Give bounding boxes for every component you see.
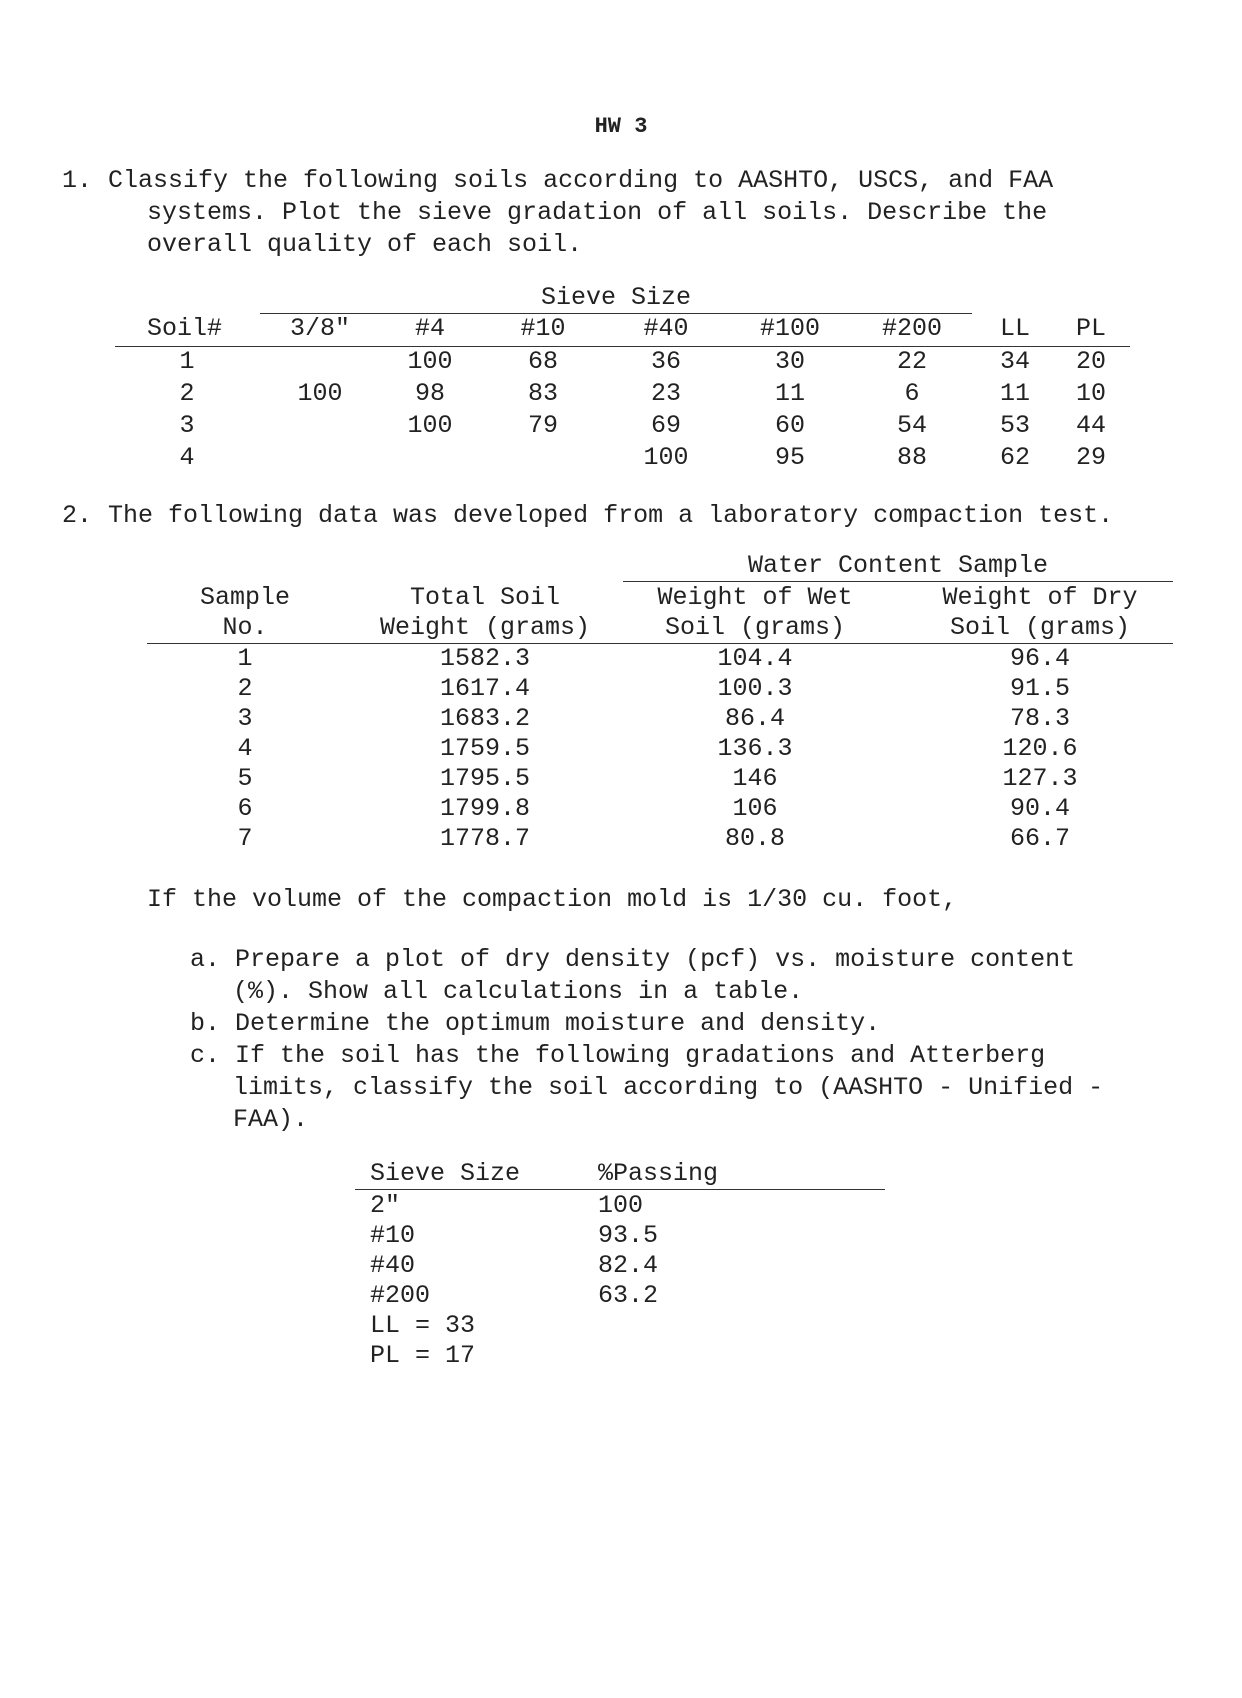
soil-4-100: 95	[774, 443, 805, 472]
sample-5-wet: 146	[732, 764, 778, 793]
liquid-limit: LL = 33	[370, 1311, 476, 1340]
gradation-row-1-passing: 100	[598, 1191, 644, 1220]
col-header-ll: LL	[999, 314, 1030, 343]
sample-5-dry: 127.3	[1002, 764, 1078, 793]
part-b-line-1: b. Determine the optimum moisture and density.	[190, 1009, 881, 1038]
sample-1-total: 1582.3	[439, 644, 530, 673]
sample-5-total: 1795.5	[439, 764, 530, 793]
soil-3-40: 69	[650, 411, 681, 440]
soil-1-200: 22	[896, 347, 927, 376]
sample-4-no: 4	[237, 734, 253, 763]
soil-3-4: 100	[407, 411, 453, 440]
col-header-wet-1: Weight of Wet	[657, 583, 853, 612]
sample-2-total: 1617.4	[439, 674, 530, 703]
col-header-40: #40	[643, 314, 689, 343]
soil-3-ll: 53	[999, 411, 1030, 440]
soil-2-40: 23	[650, 379, 681, 408]
soil-2-4: 98	[414, 379, 445, 408]
sample-4-wet: 136.3	[717, 734, 793, 763]
soil-3-100: 60	[774, 411, 805, 440]
sieve-size-group-header: Sieve Size	[540, 283, 692, 312]
plastic-limit: PL = 17	[370, 1341, 476, 1370]
soil-3-200: 54	[896, 411, 927, 440]
soil-3-10: 79	[527, 411, 558, 440]
gradation-row-2-passing: 93.5	[598, 1221, 659, 1250]
soil-2-3-8: 100	[297, 379, 343, 408]
sample-6-wet: 106	[732, 794, 778, 823]
col-header-200: #200	[881, 314, 942, 343]
soil-3-id: 3	[179, 411, 195, 440]
soil-3-pl: 44	[1075, 411, 1106, 440]
soil-2-100: 11	[774, 379, 805, 408]
sample-7-no: 7	[237, 824, 253, 853]
gradation-row-4-sieve: #200	[370, 1281, 431, 1310]
soil-1-id: 1	[179, 347, 195, 376]
col-header-pl: PL	[1075, 314, 1106, 343]
sample-6-dry: 90.4	[1009, 794, 1070, 823]
sample-3-no: 3	[237, 704, 253, 733]
soil-2-200: 6	[904, 379, 920, 408]
part-a-line-1: a. Prepare a plot of dry density (pcf) vs. moisture content	[190, 945, 1076, 974]
part-c-line-3: FAA).	[233, 1105, 309, 1134]
q2-intro: The following data was developed from a laboratory compaction test.	[108, 501, 1114, 530]
soil-1-100: 30	[774, 347, 805, 376]
col-header-10: #10	[520, 314, 566, 343]
soil-1-40: 36	[650, 347, 681, 376]
col-header-sample-2: No.	[222, 613, 268, 642]
col-header-sample-1: Sample	[199, 583, 290, 612]
sample-4-dry: 120.6	[1002, 734, 1078, 763]
sample-7-dry: 66.7	[1009, 824, 1070, 853]
soil-1-pl: 20	[1075, 347, 1106, 376]
col-header-soil: Soil#	[147, 314, 223, 343]
sample-6-total: 1799.8	[439, 794, 530, 823]
q1-line-1: Classify the following soils according to AASHTO, USCS, and FAA	[108, 166, 1054, 195]
soil-4-pl: 29	[1075, 443, 1106, 472]
col-header-dry-2: Soil (grams)	[949, 613, 1131, 642]
q2-number: 2.	[62, 501, 93, 530]
col-header-3-8: 3/8"	[289, 314, 350, 343]
sample-3-dry: 78.3	[1009, 704, 1070, 733]
sample-3-total: 1683.2	[439, 704, 530, 733]
q1-line-2: systems. Plot the sieve gradation of all soils. Describe the	[147, 198, 1048, 227]
soil-1-4: 100	[407, 347, 453, 376]
sample-5-no: 5	[237, 764, 253, 793]
soil-4-ll: 62	[999, 443, 1030, 472]
soil-2-pl: 10	[1075, 379, 1106, 408]
col-header-wet-2: Soil (grams)	[664, 613, 846, 642]
sample-2-no: 2	[237, 674, 253, 703]
soil-2-id: 2	[179, 379, 195, 408]
sample-3-wet: 86.4	[724, 704, 785, 733]
volume-statement: If the volume of the compaction mold is 1/30 cu. foot,	[147, 885, 958, 914]
soil-2-ll: 11	[999, 379, 1030, 408]
part-c-line-2: limits, classify the soil according to (AASHTO - Unified -	[233, 1073, 1104, 1102]
gradation-row-3-passing: 82.4	[598, 1251, 659, 1280]
gradation-row-2-sieve: #10	[370, 1221, 416, 1250]
sample-1-no: 1	[237, 644, 253, 673]
part-a-line-2: (%). Show all calculations in a table.	[233, 977, 804, 1006]
water-content-group-header: Water Content Sample	[747, 551, 1049, 580]
col-header-dry-1: Weight of Dry	[942, 583, 1138, 612]
gradation-row-1-sieve: 2"	[370, 1191, 401, 1220]
soil-1-ll: 34	[999, 347, 1030, 376]
col-header-100: #100	[759, 314, 820, 343]
gradation-col-sieve: Sieve Size	[370, 1159, 521, 1188]
sample-4-total: 1759.5	[439, 734, 530, 763]
soil-4-40: 100	[643, 443, 689, 472]
soil-4-id: 4	[179, 443, 195, 472]
col-header-4: #4	[414, 314, 445, 343]
sample-1-wet: 104.4	[717, 644, 793, 673]
sample-1-dry: 96.4	[1009, 644, 1070, 673]
part-c-line-1: c. If the soil has the following gradations and Atterberg	[190, 1041, 1046, 1070]
sample-2-dry: 91.5	[1009, 674, 1070, 703]
gradation-col-passing: %Passing	[598, 1159, 719, 1188]
sample-6-no: 6	[237, 794, 253, 823]
col-header-total-2: Weight (grams)	[379, 613, 591, 642]
q1-line-3: overall quality of each soil.	[147, 230, 583, 259]
sample-2-wet: 100.3	[717, 674, 793, 703]
sample-7-wet: 80.8	[724, 824, 785, 853]
sample-7-total: 1778.7	[439, 824, 530, 853]
col-header-total-1: Total Soil	[409, 583, 561, 612]
q1-number: 1.	[62, 166, 93, 195]
soil-2-10: 83	[527, 379, 558, 408]
soil-4-200: 88	[896, 443, 927, 472]
gradation-row-3-sieve: #40	[370, 1251, 416, 1280]
soil-1-10: 68	[527, 347, 558, 376]
page-title: HW 3	[594, 114, 648, 139]
gradation-row-4-passing: 63.2	[598, 1281, 659, 1310]
